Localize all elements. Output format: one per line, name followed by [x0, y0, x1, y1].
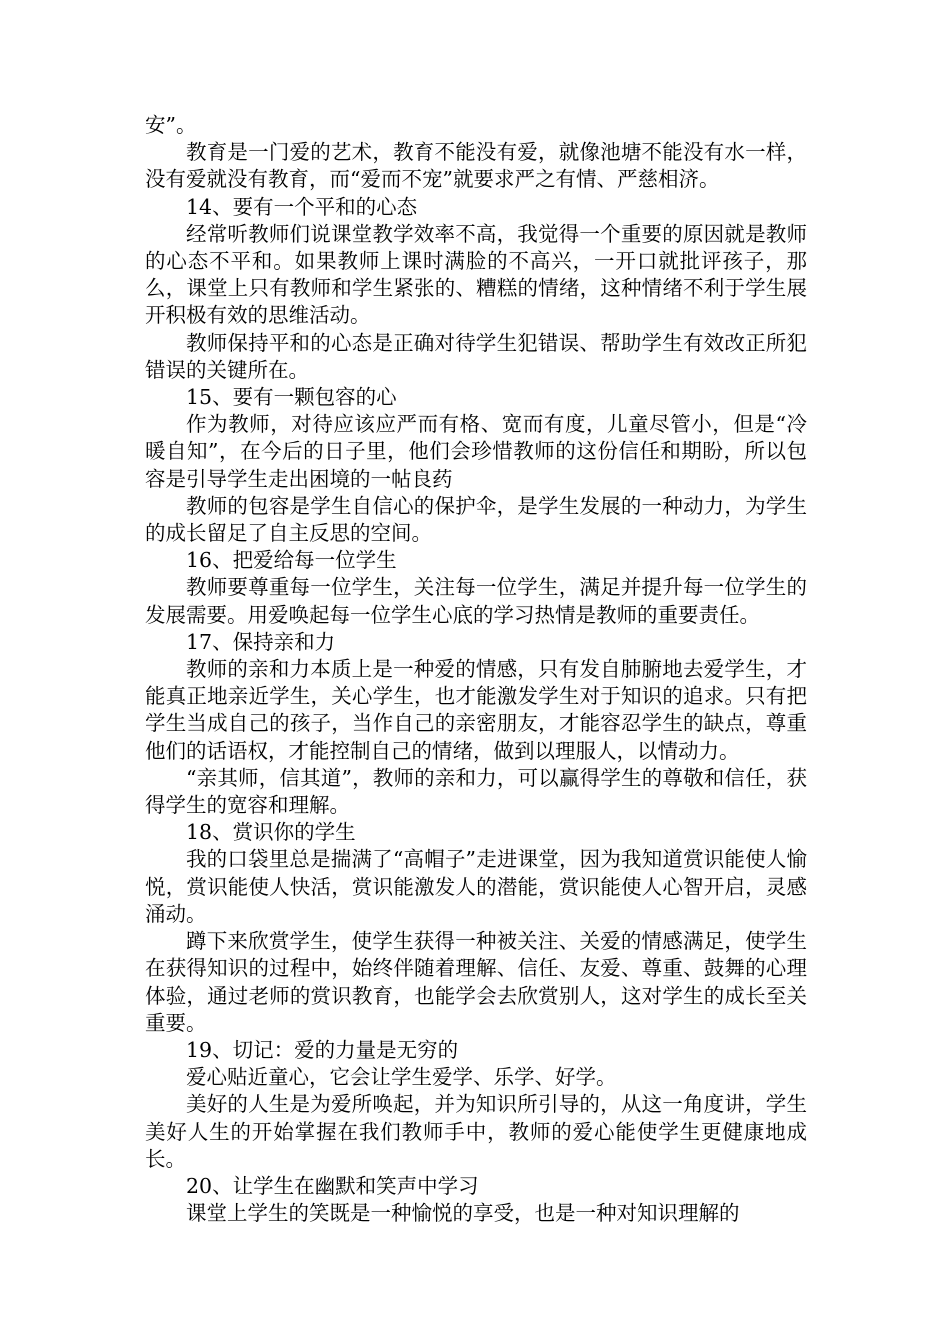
paragraph: 教师保持平和的心态是正确对待学生犯错误、帮助学生有效改正所犯错误的关键所在。	[145, 330, 807, 382]
document-body	[145, 112, 807, 1227]
paragraph: 教师的包容是学生自信心的保护伞，是学生发展的一种动力，为学生的成长留足了自主反思的空间。	[145, 493, 807, 546]
section-heading: 15、要有一颗包容的心	[186, 385, 397, 410]
paragraph: 教育是一门爱的艺术，教育不能没有爱，就像池塘不能没有水一样，没有爱就没有教育，而“爱而不宠”就要求严之有情、严慈相济。	[145, 140, 807, 192]
paragraph: 作为教师，对待应该应严而有格、宽而有度，儿童尽管小，但是“冷暖自知”，在今后的日子里，他们会珍惜教师的这份信任和期盼，所以包容是引导学生走出困境的一帖良药	[145, 412, 807, 491]
section-heading: 20、让学生在幽默和笑声中学习	[186, 1173, 479, 1198]
paragraph: 教师要尊重每一位学生，关注每一位学生，满足并提升每一位学生的发展需要。用爱唤起每一位学生心底的学习热情是教师的重要责任。	[145, 575, 807, 627]
paragraph: 美好的人生是为爱所唤起，并为知识所引导的，从这一角度讲，学生美好人生的开始掌握在我们教师手中，教师的爱心能使学生更健康地成长。	[145, 1092, 807, 1171]
section-heading: 18、赏识你的学生	[186, 820, 356, 845]
paragraph: 我的口袋里总是揣满了“高帽子”走进课堂，因为我知道赏识能使人愉悦，赏识能使人快活，赏识能激发人的潜能，赏识能使人心智开启，灵感涌动。	[145, 847, 807, 926]
paragraph: 安”。	[145, 113, 197, 137]
section-heading: 14、要有一个平和的心态	[186, 194, 418, 219]
section-heading: 19、切记：爱的力量是无穷的	[186, 1037, 459, 1062]
section-heading: 17、保持亲和力	[186, 629, 336, 654]
paragraph: “亲其师，信其道”，教师的亲和力，可以赢得学生的尊敬和信任，获得学生的宽容和理解。	[145, 765, 807, 818]
section-heading: 16、把爱给每一位学生	[186, 548, 397, 573]
paragraph: 爱心贴近童心，它会让学生爱学、乐学、好学。	[186, 1065, 617, 1090]
paragraph: 课堂上学生的笑既是一种愉悦的享受，也是一种对知识理解的	[186, 1201, 740, 1226]
paragraph: 蹲下来欣赏学生，使学生获得一种被关注、关爱的情感满足，使学生在获得知识的过程中，始终伴随着理解、信任、友爱、尊重、鼓舞的心理体验，通过老师的赏识教育，也能学会去欣赏别人，这对学生的成长至关重要。	[145, 929, 807, 1035]
paragraph: 教师的亲和力本质上是一种爱的情感，只有发自肺腑地去爱学生，才能真正地亲近学生，关心学生，也才能激发学生对于知识的追求。只有把学生当成自己的孩子，当作自己的亲密朋友，才能容忍学生的缺点，尊重他们的话语权，才能控制自己的情绪，做到以理服人，以情动力。	[145, 657, 807, 763]
paragraph: 经常听教师们说课堂教学效率不高，我觉得一个重要的原因就是教师的心态不平和。如果教师上课时满脸的不高兴，一开口就批评孩子，那么，课堂上只有教师和学生紧张的、糟糕的情绪，这种情绪不利于学生展开积极有效的思维活动。	[145, 221, 807, 328]
